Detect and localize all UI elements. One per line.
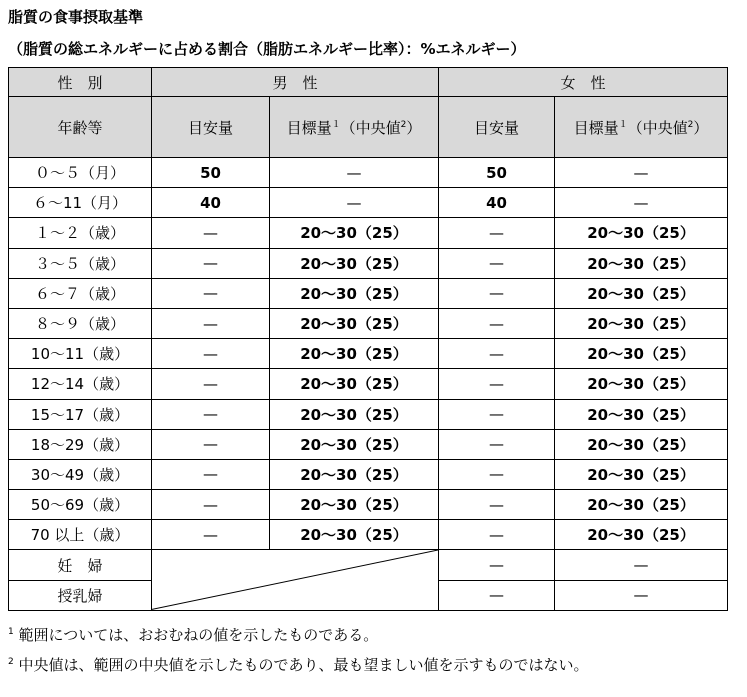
male-target-cell: 20～30（25） bbox=[270, 429, 439, 459]
age-cell: ３～５（歳） bbox=[9, 248, 152, 278]
male-target-cell: 20～30（25） bbox=[270, 369, 439, 399]
female-adequate-cell: — bbox=[439, 248, 555, 278]
age-cell: 50～69（歳） bbox=[9, 490, 152, 520]
male-adequate-cell: 50 bbox=[152, 158, 270, 188]
table-row bbox=[9, 459, 728, 489]
female-target-cell: — bbox=[555, 580, 728, 610]
male-adequate-cell: — bbox=[152, 459, 270, 489]
female-adequate-cell: — bbox=[439, 339, 555, 369]
female-adequate-cell: — bbox=[439, 308, 555, 338]
target-sup: １ bbox=[618, 119, 628, 130]
footnote-marker: 1 bbox=[8, 627, 14, 637]
age-cell: ６～11（月） bbox=[9, 188, 152, 218]
page-title: 脂質の食事摂取基準 bbox=[8, 8, 144, 26]
male-target-cell: 20～30（25） bbox=[270, 520, 439, 550]
male-target-cell: — bbox=[270, 188, 439, 218]
female-adequate-cell: — bbox=[439, 429, 555, 459]
median-close: ） bbox=[693, 118, 709, 137]
male-target-cell: 20～30（25） bbox=[270, 308, 439, 338]
female-target-cell: — bbox=[555, 550, 728, 580]
not-applicable-cell bbox=[152, 550, 439, 610]
target-label: 目標量 bbox=[573, 118, 619, 137]
female-target-cell: 20～30（25） bbox=[555, 429, 728, 459]
table-row bbox=[9, 399, 728, 429]
age-cell: ８～９（歳） bbox=[9, 308, 152, 338]
male-target-cell: 20～30（25） bbox=[270, 248, 439, 278]
female-adequate-cell: — bbox=[439, 399, 555, 429]
table-row bbox=[9, 369, 728, 399]
male-target-header bbox=[270, 97, 439, 158]
male-adequate-cell: — bbox=[152, 339, 270, 369]
median-open: （中央値 bbox=[340, 118, 401, 137]
footnote-marker: 2 bbox=[8, 657, 14, 667]
age-cell: 10～11（歳） bbox=[9, 339, 152, 369]
male-target-cell: 20～30（25） bbox=[270, 218, 439, 248]
target-label: 目標量 bbox=[286, 118, 332, 137]
male-adequate-header: 目安量 bbox=[152, 97, 270, 158]
male-header: 男 性 bbox=[152, 68, 439, 97]
footnote-1 bbox=[8, 624, 378, 645]
age-cell: １～２（歳） bbox=[9, 218, 152, 248]
female-adequate-header: 目安量 bbox=[439, 97, 555, 158]
male-target-cell: 20～30（25） bbox=[270, 399, 439, 429]
table-row bbox=[9, 308, 728, 338]
male-adequate-cell: — bbox=[152, 490, 270, 520]
male-target-cell: 20～30（25） bbox=[270, 278, 439, 308]
male-target-cell: 20～30（25） bbox=[270, 339, 439, 369]
female-target-cell: 20～30（25） bbox=[555, 459, 728, 489]
median-close: ） bbox=[406, 118, 422, 137]
female-target-cell: 20～30（25） bbox=[555, 399, 728, 429]
female-adequate-cell: 40 bbox=[439, 188, 555, 218]
footnote-text: 範囲については、おおむねの値を示したものである。 bbox=[18, 626, 379, 644]
age-cell: 妊 婦 bbox=[9, 550, 152, 580]
female-target-cell: — bbox=[555, 188, 728, 218]
female-adequate-cell: — bbox=[439, 580, 555, 610]
table-row bbox=[9, 218, 728, 248]
table-row bbox=[9, 188, 728, 218]
page-subtitle: （脂質の総エネルギーに占める割合（脂肪エネルギー比率）：%エネルギー） bbox=[8, 40, 526, 58]
female-adequate-cell: — bbox=[439, 218, 555, 248]
male-target-cell: — bbox=[270, 158, 439, 188]
male-adequate-cell: — bbox=[152, 520, 270, 550]
female-target-cell: 20～30（25） bbox=[555, 369, 728, 399]
female-target-cell: 20～30（25） bbox=[555, 520, 728, 550]
female-adequate-cell: — bbox=[439, 459, 555, 489]
female-adequate-cell: — bbox=[439, 520, 555, 550]
fat-intake-table bbox=[8, 67, 728, 611]
male-target-cell: 20～30（25） bbox=[270, 490, 439, 520]
header-row-columns bbox=[9, 97, 728, 158]
male-adequate-cell: — bbox=[152, 218, 270, 248]
male-adequate-cell: — bbox=[152, 399, 270, 429]
female-target-header bbox=[555, 97, 728, 158]
female-adequate-cell: — bbox=[439, 490, 555, 520]
median-sup: 2 bbox=[400, 119, 407, 130]
male-adequate-cell: — bbox=[152, 429, 270, 459]
male-adequate-cell: — bbox=[152, 369, 270, 399]
age-cell: 70 以上（歳） bbox=[9, 520, 152, 550]
age-cell: 授乳婦 bbox=[9, 580, 152, 610]
age-cell: 12～14（歳） bbox=[9, 369, 152, 399]
header-row-sex bbox=[9, 68, 728, 97]
female-adequate-cell: — bbox=[439, 550, 555, 580]
table-row bbox=[9, 429, 728, 459]
table-row bbox=[9, 339, 728, 369]
female-target-cell: 20～30（25） bbox=[555, 490, 728, 520]
footnote-2 bbox=[8, 654, 589, 675]
age-header: 年齢等 bbox=[9, 97, 152, 158]
table-row bbox=[9, 520, 728, 550]
male-adequate-cell: — bbox=[152, 308, 270, 338]
female-adequate-cell: — bbox=[439, 369, 555, 399]
male-target-cell: 20～30（25） bbox=[270, 459, 439, 489]
footnote-text: 中央値は、範囲の中央値を示したものであり、最も望ましい値を示すものではない。 bbox=[18, 656, 589, 674]
table-row bbox=[9, 158, 728, 188]
target-sup: １ bbox=[331, 119, 341, 130]
female-target-cell: 20～30（25） bbox=[555, 248, 728, 278]
male-adequate-cell: — bbox=[152, 278, 270, 308]
age-cell: 18～29（歳） bbox=[9, 429, 152, 459]
female-target-cell: 20～30（25） bbox=[555, 308, 728, 338]
female-target-cell: 20～30（25） bbox=[555, 339, 728, 369]
sex-header: 性 別 bbox=[9, 68, 152, 97]
female-target-cell: — bbox=[555, 158, 728, 188]
table-row bbox=[9, 490, 728, 520]
table-row-pregnant bbox=[9, 550, 728, 580]
female-target-cell: 20～30（25） bbox=[555, 218, 728, 248]
male-adequate-cell: 40 bbox=[152, 188, 270, 218]
table-row bbox=[9, 278, 728, 308]
age-cell: ０～５（月） bbox=[9, 158, 152, 188]
age-cell: 30～49（歳） bbox=[9, 459, 152, 489]
female-adequate-cell: 50 bbox=[439, 158, 555, 188]
female-target-cell: 20～30（25） bbox=[555, 278, 728, 308]
female-header: 女 性 bbox=[439, 68, 728, 97]
age-cell: ６～７（歳） bbox=[9, 278, 152, 308]
age-cell: 15～17（歳） bbox=[9, 399, 152, 429]
female-adequate-cell: — bbox=[439, 278, 555, 308]
male-adequate-cell: — bbox=[152, 248, 270, 278]
median-sup: 2 bbox=[687, 119, 694, 130]
median-open: （中央値 bbox=[627, 118, 688, 137]
diagonal-slash bbox=[152, 550, 438, 609]
table-row bbox=[9, 248, 728, 278]
